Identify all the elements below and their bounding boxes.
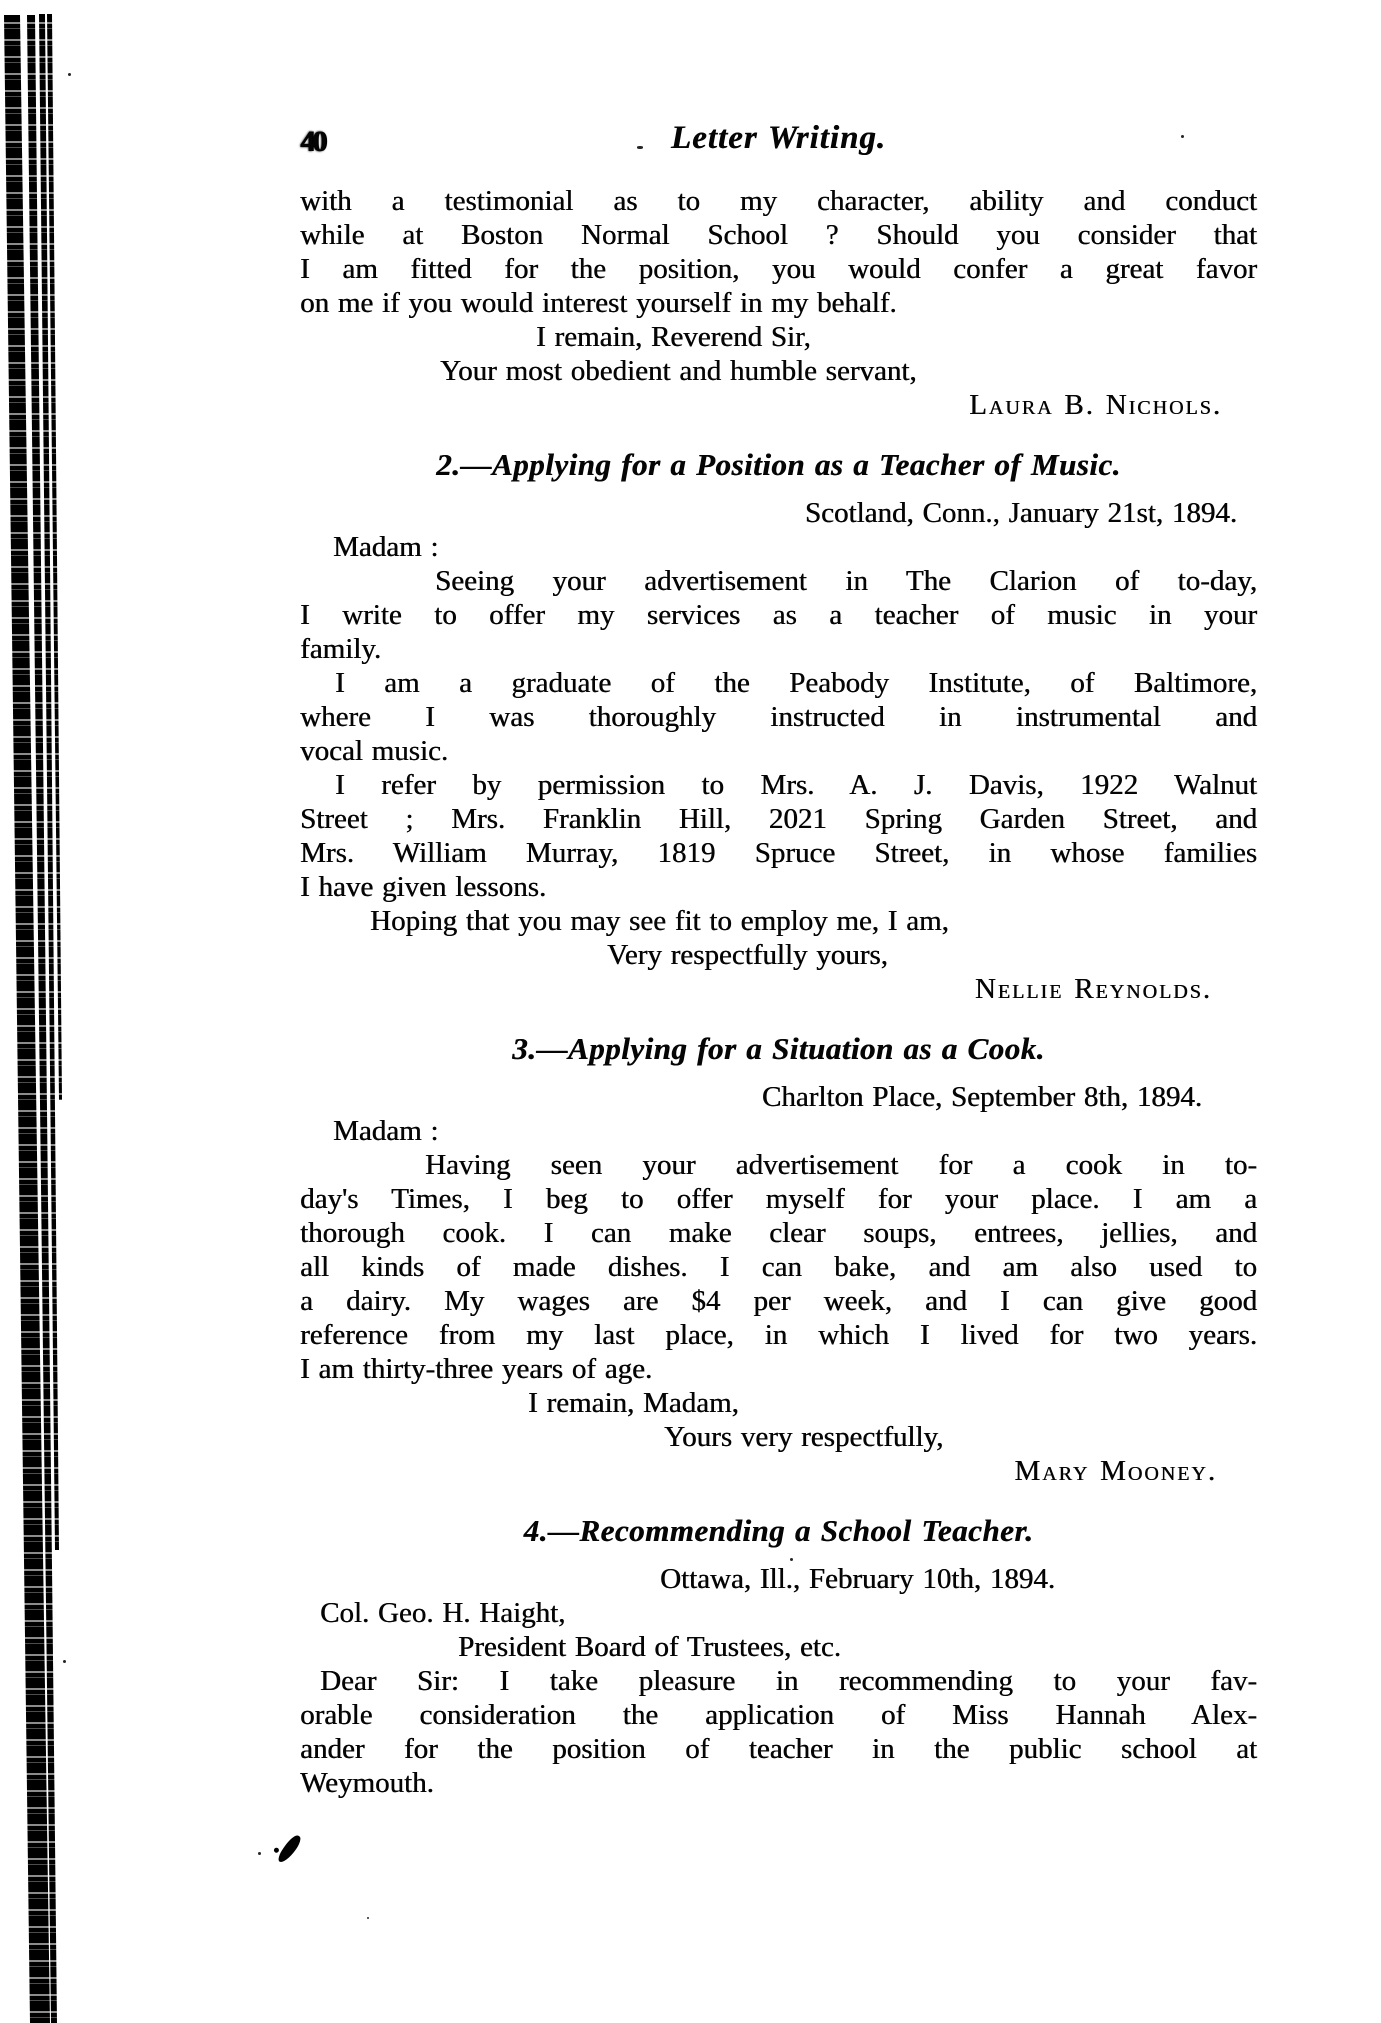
signature: Laura B. Nichols. <box>969 389 1222 421</box>
body-line: family. <box>300 633 382 665</box>
running-header <box>300 118 1257 158</box>
letter-1 <box>300 184 1257 422</box>
closing-line: Very respectfully yours, <box>607 939 888 971</box>
body-line: day's Times, I beg to offer myself for your place. I am a <box>300 1183 1257 1215</box>
section-heading: 3.—Applying for a Situation as a Cook. <box>512 1031 1045 1066</box>
closing-line: Yours very respectfully, <box>664 1421 944 1453</box>
salutation: Madam : <box>333 531 439 563</box>
closing-line: Your most obedient and humble servant, <box>440 355 917 387</box>
closing-line: Hoping that you may see fit to employ me, I am, <box>370 905 949 937</box>
body-line: reference from my last place, in which I lived for two years. <box>300 1319 1257 1351</box>
body-line: on me if you would interest yourself in my behalf. <box>300 287 897 319</box>
section-heading: 2.—Applying for a Position as a Teacher of Music. <box>436 447 1121 482</box>
body-line: where I was thoroughly instructed in instrumental and <box>300 701 1257 733</box>
body-line: Seeing your advertisement in The Clarion of to-day, <box>435 565 1257 597</box>
letter-4 <box>300 1510 1257 1800</box>
body-line: I write to offer my services as a teacher of music in your <box>300 599 1257 631</box>
ink-speck <box>258 1852 261 1855</box>
body-line: Mrs. William Murray, 1819 Spruce Street, in whose families <box>300 837 1257 869</box>
body-line: while at Boston Normal School ? Should you consider that <box>300 219 1257 251</box>
body-line: a dairy. My wages are $4 per week, and I can give good <box>300 1285 1257 1317</box>
closing-line: I remain, Reverend Sir, <box>536 321 811 353</box>
page-title: Letter Writing. <box>670 120 887 156</box>
body-line: orable consideration the application of Miss Hannah Alex- <box>300 1699 1257 1731</box>
ink-blot <box>276 1833 303 1866</box>
section-heading: 4.—Recommending a School Teacher. <box>523 1513 1034 1548</box>
body-line: I am a graduate of the Peabody Institute, of Baltimore, <box>335 667 1257 699</box>
letter-3 <box>300 1028 1257 1488</box>
dateline: Charlton Place, September 8th, 1894. <box>761 1081 1202 1113</box>
body-line: I refer by permission to Mrs. A. J. Davis, 1922 Walnut <box>335 769 1257 801</box>
body-line: ander for the position of teacher in the public school at <box>300 1733 1257 1765</box>
binding-edge-artifact <box>0 0 90 2023</box>
ink-speck <box>367 1917 369 1919</box>
letter-2 <box>300 444 1257 1006</box>
body-line: Weymouth. <box>300 1767 434 1799</box>
page-number: 40 <box>300 125 324 158</box>
body-line: thorough cook. I can make clear soups, entrees, jellies, and <box>300 1217 1257 1249</box>
binding-texture <box>0 0 90 2023</box>
body-line: with a testimonial as to my character, ability and conduct <box>300 185 1257 217</box>
body-line: Dear Sir: I take pleasure in recommending to your fav- <box>320 1665 1257 1697</box>
body-line: all kinds of made dishes. I can bake, and am also used to <box>300 1251 1257 1283</box>
signature: Mary Mooney. <box>1014 1455 1217 1487</box>
body-line: Street ; Mrs. Franklin Hill, 2021 Spring Garden Street, and <box>300 803 1257 835</box>
body-line: vocal music. <box>300 735 449 767</box>
body-line: Having seen your advertisement for a cook in to- <box>425 1149 1257 1181</box>
body-line: I am thirty-three years of age. <box>300 1353 653 1385</box>
text-block <box>300 118 1257 1800</box>
body-line: I am fitted for the position, you would confer a great favor <box>300 253 1257 285</box>
dateline: Ottawa, Ill., February 10th, 1894. <box>660 1563 1056 1595</box>
addressee-line: President Board of Trustees, etc. <box>458 1631 841 1663</box>
ink-speck <box>63 1660 66 1663</box>
signature: Nellie Reynolds. <box>974 973 1212 1005</box>
dateline: Scotland, Conn., January 21st, 1894. <box>804 497 1237 529</box>
addressee-line: Col. Geo. H. Haight, <box>320 1597 566 1629</box>
body-line: I have given lessons. <box>300 871 547 903</box>
salutation: Madam : <box>333 1115 439 1147</box>
closing-line: I remain, Madam, <box>528 1387 739 1419</box>
ink-speck <box>68 73 71 76</box>
